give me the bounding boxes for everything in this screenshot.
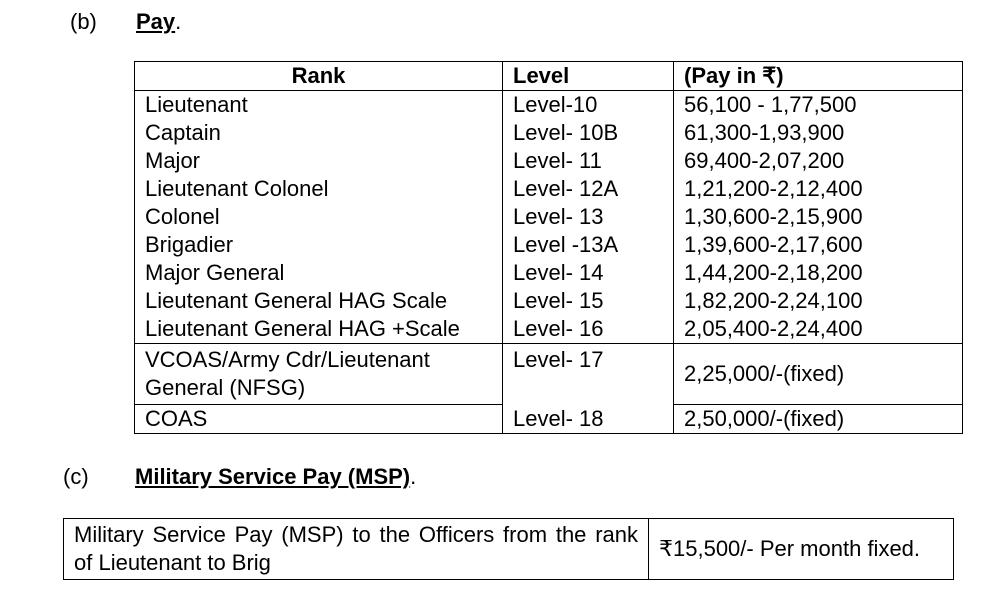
level-cell: Level -13A: [503, 231, 674, 259]
table-row: [64, 519, 954, 580]
section-b-label: (b): [70, 9, 97, 34]
table-row: [135, 119, 963, 147]
msp-heading: Military Service Pay (MSP): [135, 464, 411, 489]
level-cell: Level- 12A: [503, 175, 674, 203]
rank-cell: Brigadier: [135, 231, 503, 259]
table-row: [135, 287, 963, 315]
pay-cell: 1,82,200-2,24,100: [674, 287, 963, 315]
pay-cell: 1,44,200-2,18,200: [674, 259, 963, 287]
msp-value-cell: ₹15,500/- Per month fixed.: [649, 519, 954, 580]
rank-cell: Major General: [135, 259, 503, 287]
level-cell: Level- 14: [503, 259, 674, 287]
pay-table-header-row: [135, 62, 963, 91]
pay-cell: 1,39,600-2,17,600: [674, 231, 963, 259]
pay-cell: 56,100 - 1,77,500: [674, 91, 963, 120]
pay-cell: 61,300-1,93,900: [674, 119, 963, 147]
table-row: [135, 231, 963, 259]
rank-column-header: Rank: [135, 62, 503, 91]
rank-cell: Lieutenant General HAG +Scale: [135, 315, 503, 344]
rank-cell: Colonel: [135, 203, 503, 231]
msp-description-cell: Military Service Pay (MSP) to the Officers from the rank of Lieutenant to Brig: [64, 519, 649, 580]
level-cell: Level- 13: [503, 203, 674, 231]
level-cell: Level- 16: [503, 315, 674, 344]
table-row: [135, 315, 963, 344]
section-c-title: [135, 464, 416, 490]
rank-cell: Major: [135, 147, 503, 175]
pay-heading-suffix: .: [175, 9, 182, 34]
section-c-label: (c): [63, 464, 89, 489]
table-row: [135, 147, 963, 175]
pay-heading: Pay: [136, 9, 176, 34]
rank-cell: Lieutenant General HAG Scale: [135, 287, 503, 315]
pay-cell: 1,21,200-2,12,400: [674, 175, 963, 203]
section-b-title: [136, 9, 181, 35]
table-row: [135, 405, 963, 434]
pay-cell: 69,400-2,07,200: [674, 147, 963, 175]
pay-column-header: (Pay in ₹): [674, 62, 963, 91]
table-row: [135, 203, 963, 231]
msp-heading-suffix: .: [410, 464, 417, 489]
pay-cell: 2,50,000/-(fixed): [674, 405, 963, 434]
level-cell: Level- 17: [503, 344, 674, 405]
pay-cell: 1,30,600-2,15,900: [674, 203, 963, 231]
rank-cell: COAS: [135, 405, 503, 434]
pay-cell: 2,05,400-2,24,400: [674, 315, 963, 344]
rank-cell: Lieutenant: [135, 91, 503, 120]
pay-table: [134, 61, 963, 434]
table-row: [135, 175, 963, 203]
level-cell: Level- 15: [503, 287, 674, 315]
table-row: [135, 344, 963, 405]
rank-cell: Lieutenant Colonel: [135, 175, 503, 203]
pay-cell: 2,25,000/-(fixed): [674, 344, 963, 405]
level-column-header: Level: [503, 62, 674, 91]
level-cell: Level- 11: [503, 147, 674, 175]
rank-cell: VCOAS/Army Cdr/Lieutenant General (NFSG): [135, 344, 503, 405]
table-row: [135, 91, 963, 120]
msp-table: [63, 518, 954, 580]
rank-cell: Captain: [135, 119, 503, 147]
table-row: [135, 259, 963, 287]
level-cell: Level- 18: [503, 405, 674, 434]
level-cell: Level-10: [503, 91, 674, 120]
level-cell: Level- 10B: [503, 119, 674, 147]
